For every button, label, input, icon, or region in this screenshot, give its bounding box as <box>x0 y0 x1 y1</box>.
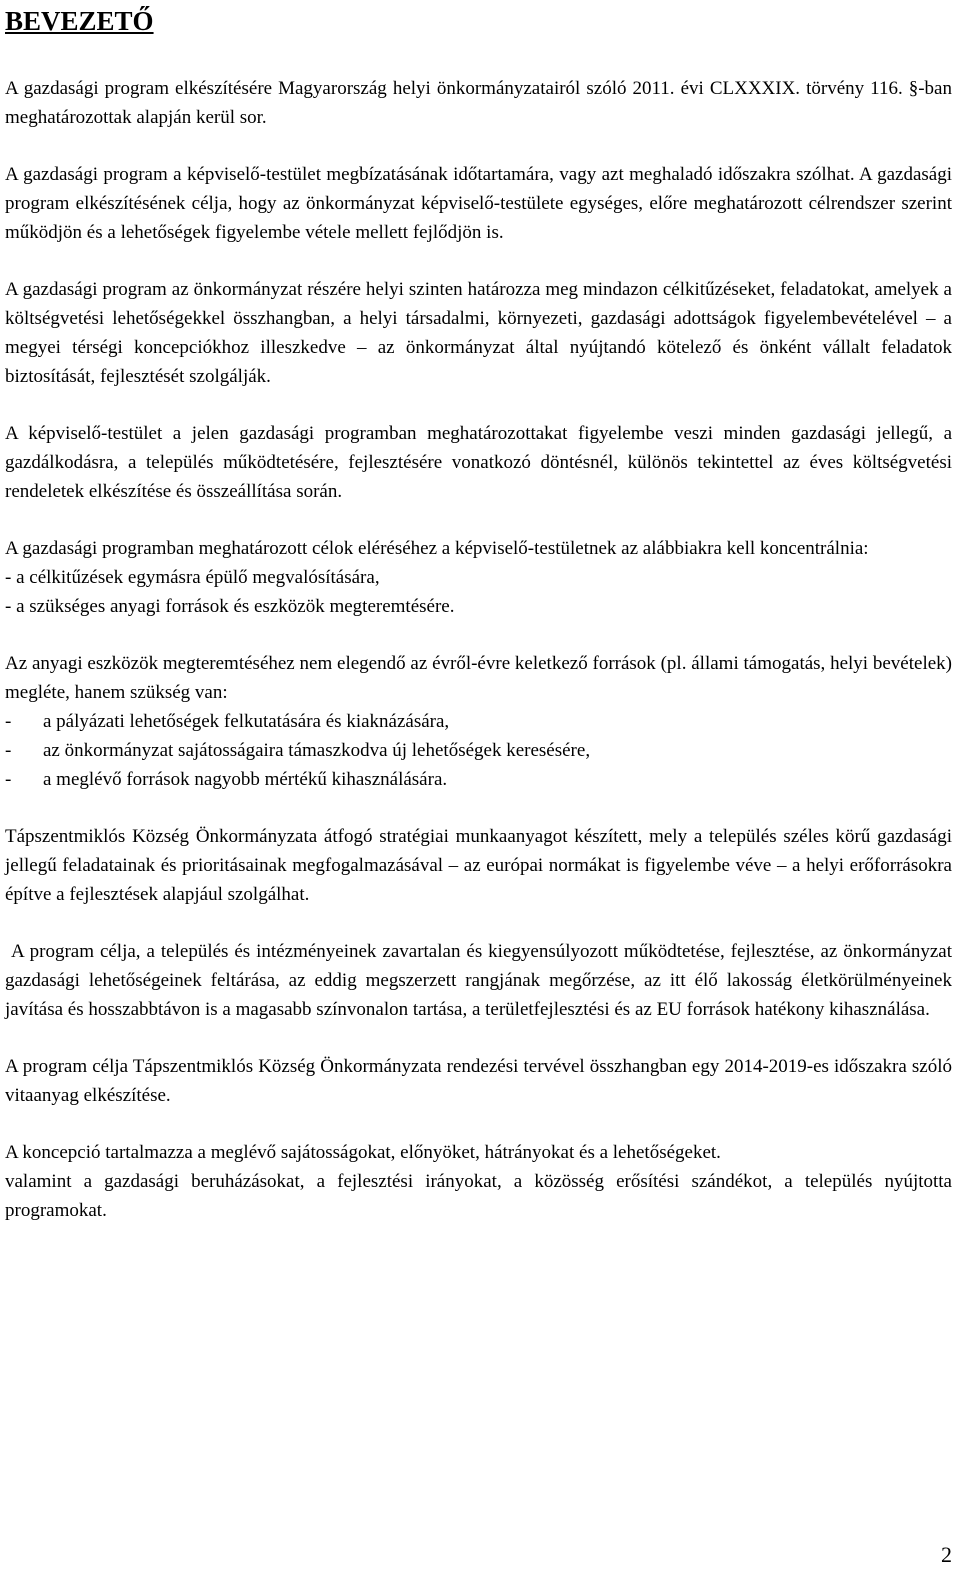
paragraph-focus-areas <box>5 534 952 621</box>
list-item-text: az önkormányzat sajátosságaira támaszkodva új lehetőségek keresésére, <box>43 740 591 761</box>
list-item <box>5 765 952 794</box>
list-marker: - <box>5 711 12 732</box>
paragraph-program-goal: A program célja, a település és intézményeinek zavartalan és kiegyensúlyozott működtetése, fejlesztése, az önkormányzat gazdasági lehetőségeinek feltárása, az eddig megszerzett rangjának megőrzése, az itt élő lakosság életkörülményeinek javítása és hosszabbtávon is a magasabb színvonalon tartása, a területfejlesztési és az EU források hatékony kihasználása. <box>5 941 952 1020</box>
paragraph-resources <box>5 649 952 794</box>
concept-line: A koncepció tartalmazza a meglévő sajátosságokat, előnyöket, hátrányokat és a lehetőségeket. <box>5 1142 721 1163</box>
resources-list <box>5 707 952 794</box>
list-item-text: a pályázati lehetőségek felkutatására és kiaknázására, <box>43 711 450 732</box>
page-title: BEVEZETŐ <box>5 6 154 36</box>
paragraph-concept-contents <box>5 1138 952 1225</box>
list-item-text: a meglévő források nagyobb mértékű kihasználására. <box>43 769 448 790</box>
page-number: 2 <box>941 1542 952 1567</box>
list-marker: - <box>5 740 12 761</box>
paragraph-program-duration: A gazdasági program a képviselő-testület megbízatásának időtartamára, vagy azt meghaladó időszakra szólhat. A gazdasági program elkészítésének célja, hogy az önkormányzat képviselő-testülete egységes, előre meghatározott célrendszer szerint működjön és a lehetőségek figyelembe vétele mellett fejlődjön is. <box>5 164 952 243</box>
list-item <box>5 736 952 765</box>
focus-intro: A gazdasági programban meghatározott célok eléréséhez a képviselő-testületnek az alábbiakra kell koncentrálnia: <box>5 538 869 559</box>
list-marker: - <box>5 769 12 790</box>
paragraph-council-obligation: A képviselő-testület a jelen gazdasági programban meghatározottakat figyelembe veszi minden gazdasági jellegű, a gazdálkodásra, a település működtetésére, fejlesztésére vonatkozó döntésnél, különös tekintettel az éves költségvetési rendeletek elkészítése és összeállítása során. <box>5 423 952 502</box>
paragraph-program-scope: A gazdasági program az önkormányzat részére helyi szinten határozza meg mindazon célkitűzéseket, feladatokat, amelyek a költségvetési lehetőségekkel összhangban, a helyi társadalmi, környezeti, gazdasági adottságok figyelembevételével – a megyei térségi koncepciókhoz illeszkedve – az önkormányzat által nyújtandó kötelező és önként vállalt feladatok biztosítását, fejlesztését szolgálják. <box>5 279 952 387</box>
paragraph-strategy: Tápszentmiklós Község Önkormányzata átfogó stratégiai munkaanyagot készített, mely a település széles körű gazdasági jellegű feladatainak és prioritásainak megfogalmazásával – az európai normákat is figyelembe véve – a helyi erőforrásokra építve a fejlesztések alapjául szolgálhat. <box>5 826 952 905</box>
resources-intro: Az anyagi eszközök megteremtéséhez nem elegendő az évről-évre keletkező források (pl. állami támogatás, helyi bevételek) megléte, hanem szükség van: <box>5 653 952 703</box>
focus-item: - a szükséges anyagi források és eszközök megteremtésére. <box>5 596 455 617</box>
paragraph-legal-basis: A gazdasági program elkészítésére Magyarország helyi önkormányzatairól szóló 2011. évi CLXXXIX. törvény 116. §-ban meghatározottak alapján kerül sor. <box>5 78 952 128</box>
focus-item: - a célkitűzések egymásra épülő megvalósítására, <box>5 567 380 588</box>
document-page <box>5 0 952 1225</box>
concept-line: valamint a gazdasági beruházásokat, a fejlesztési irányokat, a közösség erősítési szándékot, a település nyújtotta programokat. <box>5 1171 952 1221</box>
list-item <box>5 707 952 736</box>
paragraph-program-period: A program célja Tápszentmiklós Község Önkormányzata rendezési tervével összhangban egy 2014-2019-es időszakra szóló vitaanyag elkészítése. <box>5 1056 952 1106</box>
